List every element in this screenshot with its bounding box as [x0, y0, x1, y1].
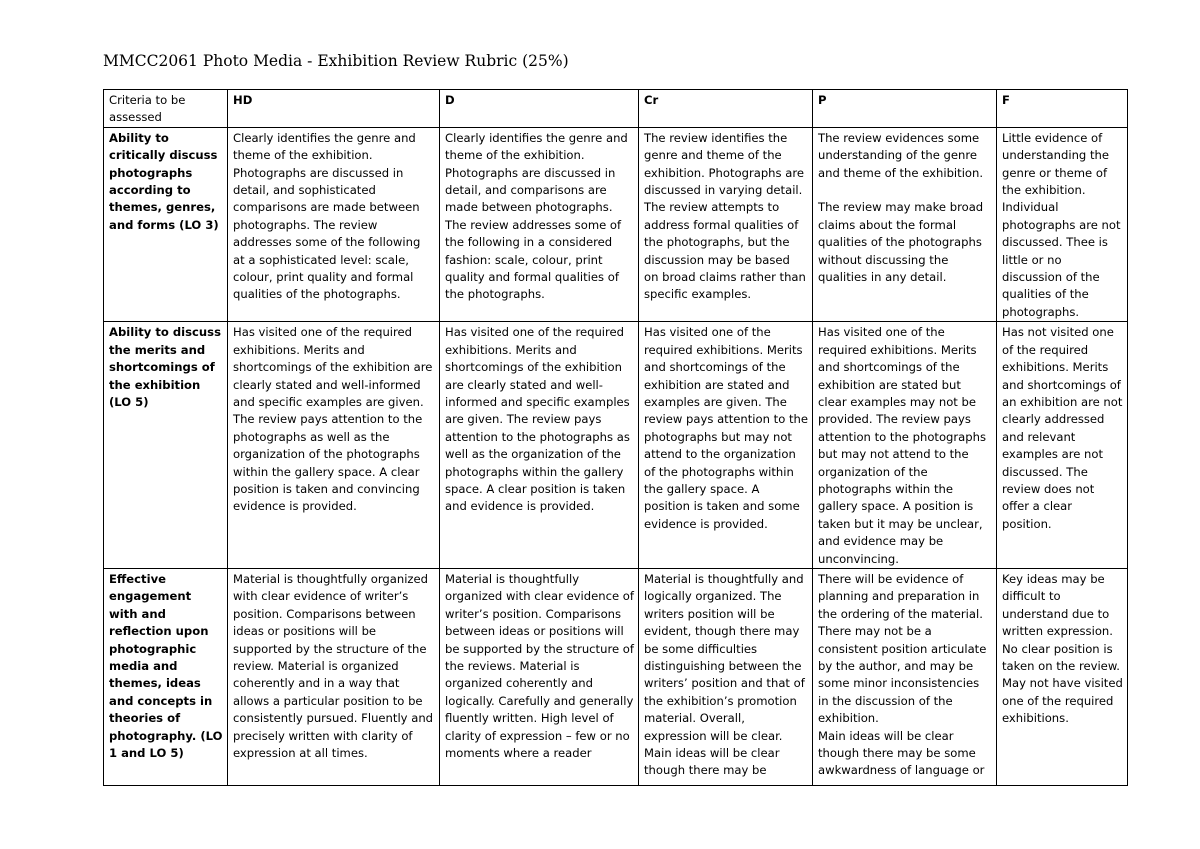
rubric-cell-cr: The review identifies the genre and theme of the exhibition. Photographs are discussed in varying detail. The review attempts to address formal qualities of the photographs, but the discussion may be based on broad claims rather than specific examples. [639, 127, 813, 321]
rubric-cell-hd: Clearly identifies the genre and theme of the exhibition. Photographs are discussed in detail, and sophisticated comparisons are made between photographs. The review addresses some of the following at a sophisticated level: scale, colour, print quality and formal qualities of the photographs. [228, 127, 440, 321]
criterion-cell: Effective engagement with and reflection upon photographic media and themes, ideas and concepts in theories of photography. (LO 1 and LO 5) [104, 568, 228, 785]
rubric-cell-f: Little evidence of understanding the genre or theme of the exhibition. Individual photographs are not discussed. Thee is little or no discussion of the qualities of the photographs. [997, 127, 1128, 321]
rubric-cell-d: Has visited one of the required exhibitions. Merits and shortcomings of the exhibition are clearly stated and well-informed and specific examples are given. The review pays attention to the photographs as well as the organization of the photographs within the gallery space. A clear position is taken and evidence is provided. [440, 322, 639, 569]
rubric-cell-f: Has not visited one of the required exhibitions. Merits and shortcomings of an exhibition are not clearly addressed and relevant examples are not discussed. The review does not offer a clear position. [997, 322, 1128, 569]
grade-header-hd: HD [228, 90, 440, 128]
rubric-cell-p: There will be evidence of planning and preparation in the ordering of the material. There may not be a consistent position articulate by the author, and may be some minor inconsistencies in the discussion of the exhibition. Main ideas will be clear though there may be some awkwardness of language or [813, 568, 997, 785]
rubric-cell-hd: Has visited one of the required exhibitions. Merits and shortcomings of the exhibition are clearly stated and well-informed and specific examples are given. The review pays attention to the photographs as well as the organization of the photographs within the gallery space. A clear position is taken and convincing evidence is provided. [228, 322, 440, 569]
table-row [104, 127, 1128, 321]
table-row [104, 322, 1128, 569]
rubric-table [103, 89, 1128, 786]
rubric-cell-d: Material is thoughtfully organized with clear evidence of writer’s position. Comparisons between ideas or positions will be supported by the structure of the reviews. Material is organized coherently and logically. Carefully and generally fluently written. High level of clarity of expression – few or no moments where a reader [440, 568, 639, 785]
grade-header-cr: Cr [639, 90, 813, 128]
grade-header-d: D [440, 90, 639, 128]
rubric-header-row [104, 90, 1128, 128]
grade-header-p: P [813, 90, 997, 128]
criterion-cell: Ability to critically discuss photographs according to themes, genres, and forms (LO 3) [104, 127, 228, 321]
rubric-cell-d: Clearly identifies the genre and theme of the exhibition. Photographs are discussed in detail, and comparisons are made between photographs. The review addresses some of the following in a considered fashion: scale, colour, print quality and formal qualities of the photographs. [440, 127, 639, 321]
rubric-cell-cr: Material is thoughtfully and logically organized. The writers position will be evident, though there may be some difficulties distinguishing between the writers’ position and that of the exhibition’s promotion material. Overall, expression will be clear. Main ideas will be clear though there may be [639, 568, 813, 785]
table-row [104, 568, 1128, 785]
grade-header-f: F [997, 90, 1128, 128]
rubric-cell-p: The review evidences some understanding of the genre and theme of the exhibition. The review may make broad claims about the formal qualities of the photographs without discussing the qualities in any detail. [813, 127, 997, 321]
rubric-cell-hd: Material is thoughtfully organized with clear evidence of writer’s position. Comparisons between ideas or positions will be supported by the structure of the review. Material is organized coherently and in a way that allows a particular position to be consistently pursued. Fluently and precisely written with clarity of expression at all times. [228, 568, 440, 785]
rubric-cell-f: Key ideas may be difficult to understand due to written expression. No clear position is taken on the review. May not have visited one of the required exhibitions. [997, 568, 1128, 785]
criterion-cell: Ability to discuss the merits and shortcomings of the exhibition (LO 5) [104, 322, 228, 569]
document-title: MMCC2061 Photo Media - Exhibition Review Rubric (25%) [103, 52, 569, 70]
criteria-header: Criteria to be assessed [104, 90, 228, 128]
rubric-cell-p: Has visited one of the required exhibitions. Merits and shortcomings of the exhibition are stated but clear examples may not be provided. The review pays attention to the photographs but may not attend to the organization of the photographs within the gallery space. A position is taken but it may be unclear, and evidence may be unconvincing. [813, 322, 997, 569]
rubric-cell-cr: Has visited one of the required exhibitions. Merits and shortcomings of the exhibition are stated and examples are given. The review pays attention to the photographs but may not attend to the organization of the photographs within the gallery space. A position is taken and some evidence is provided. [639, 322, 813, 569]
